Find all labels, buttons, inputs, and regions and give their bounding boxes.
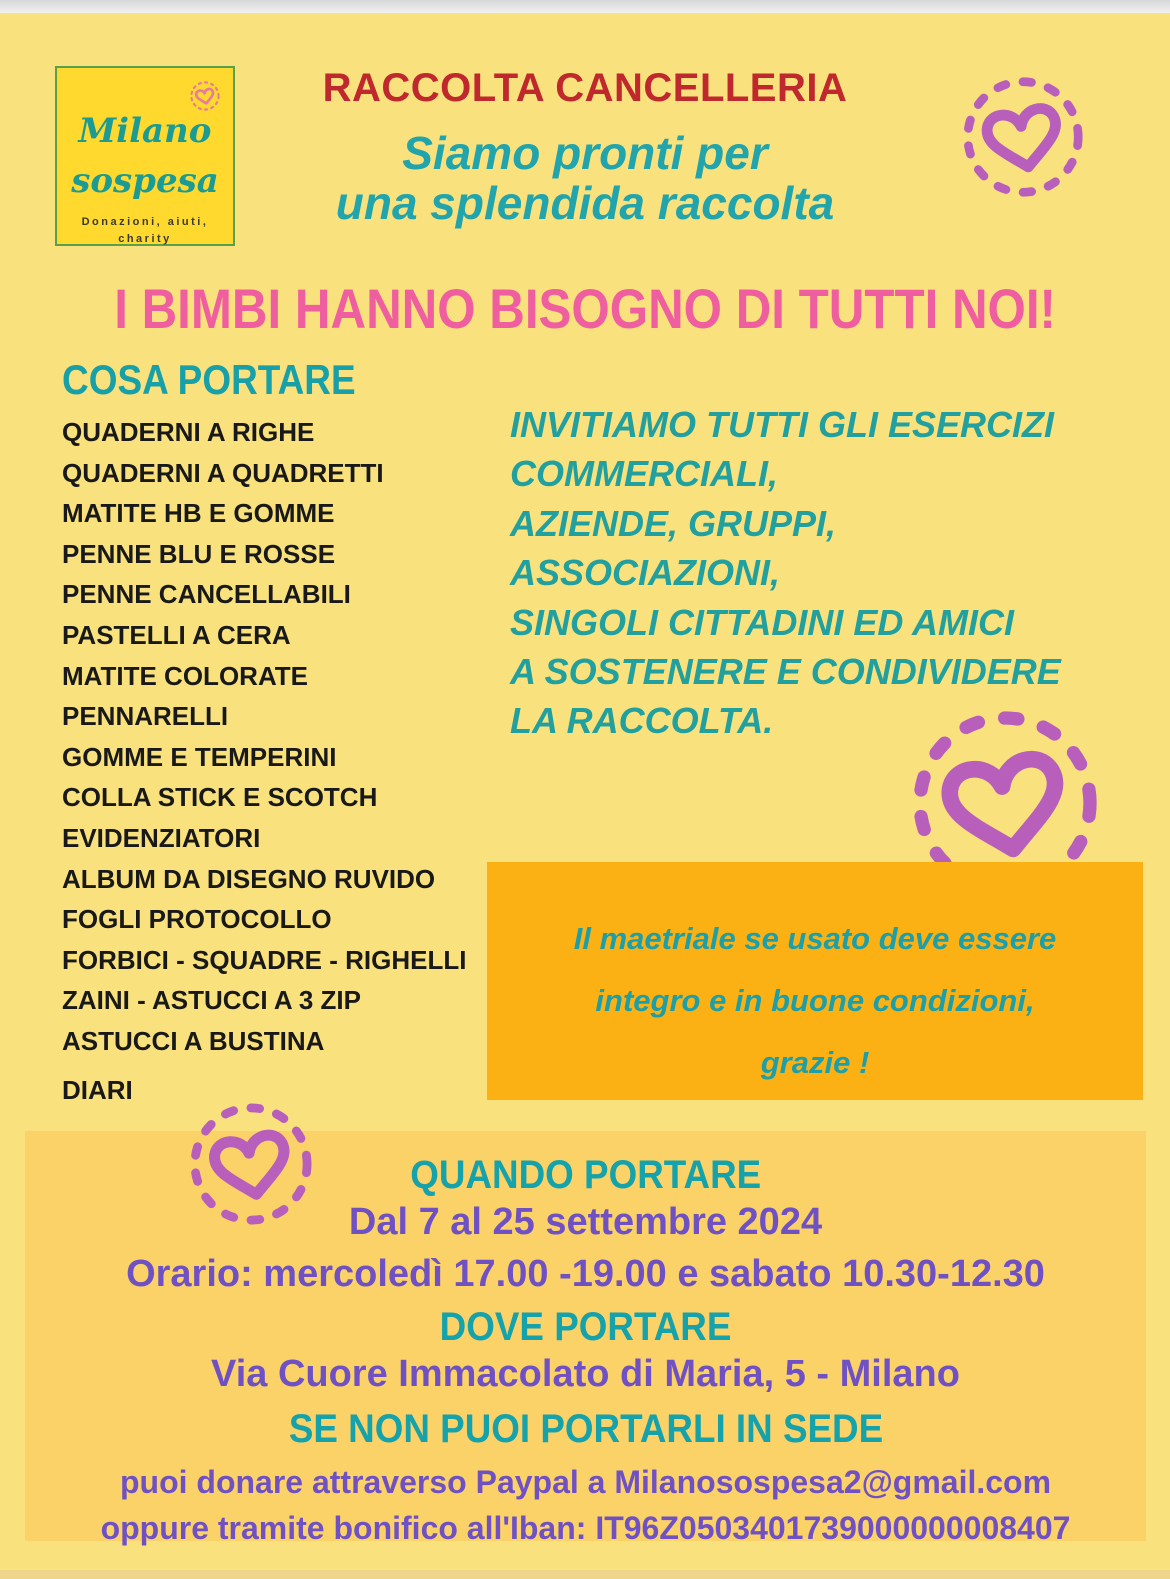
list-item: ALBUM DA DISEGNO RUVIDO (62, 863, 436, 894)
quando-portare-heading: QUANDO PORTARE (410, 1153, 761, 1197)
invito-line: A SOSTENERE E CONDIVIDERE (510, 651, 1061, 693)
list-item: EVIDENZIATORI (62, 822, 261, 853)
notice-line: integro e in buone condizioni, (595, 983, 1035, 1018)
list-item: COLLA STICK E SCOTCH (62, 782, 378, 813)
invito-line: SINGOLI CITTADINI ED AMICI (510, 601, 1014, 643)
list-item: PASTELLI A CERA (62, 619, 291, 650)
alternative-heading: SE NON PUOI PORTARLI IN SEDE (288, 1407, 883, 1451)
paypal-donation-line: puoi donare attraverso Paypal a Milanosospesa2@gmail.com (119, 1464, 1052, 1500)
list-item: QUADERNI A QUADRETTI (62, 457, 384, 488)
photo-bottom-edge (0, 1570, 1170, 1579)
list-item: FORBICI - SQUADRE - RIGHELLI (62, 944, 467, 975)
logo-tagline-line1: Donazioni, aiuti, (81, 216, 209, 228)
logo-tagline-line2: charity (118, 233, 172, 245)
items-list (62, 412, 532, 1110)
list-item: PENNARELLI (62, 701, 229, 732)
flyer-title: RACCOLTA CANCELLERIA (322, 66, 848, 110)
list-item: DIARI (62, 1074, 133, 1105)
list-item: ZAINI - ASTUCCI A 3 ZIP (62, 985, 361, 1016)
list-item: MATITE COLORATE (62, 660, 309, 691)
cosa-portare-heading: COSA PORTARE (62, 356, 356, 403)
list-item: FOGLI PROTOCOLLO (62, 904, 332, 935)
list-item: MATITE HB E GOMME (62, 498, 335, 529)
invitation-text (510, 400, 1130, 746)
collection-hours: Orario: mercoledì 17.00 -19.00 e sabato 10.30-12.30 (126, 1253, 1045, 1295)
subtitle-line1: Siamo pronti per (402, 127, 768, 179)
list-item: PENNE BLU E ROSSE (62, 538, 336, 569)
heart-sun-icon (958, 72, 1088, 202)
invito-line: ASSOCIAZIONI, (510, 552, 781, 594)
list-item: GOMME E TEMPERINI (62, 741, 337, 772)
list-item: ASTUCCI A BUSTINA (62, 1025, 325, 1056)
invito-line: COMMERCIALI, (510, 453, 778, 495)
list-item: PENNE CANCELLABILI (62, 579, 351, 610)
collection-dates: Dal 7 al 25 settembre 2024 (348, 1201, 823, 1243)
headline: I BIMBI HANNO BISOGNO DI TUTTI NOI! (114, 277, 1056, 340)
notice-line: grazie ! (760, 1045, 870, 1080)
condition-notice-box (487, 862, 1143, 1100)
subtitle-line2: una splendida raccolta (335, 177, 835, 229)
collection-address: Via Cuore Immacolato di Maria, 5 - Milano (211, 1353, 960, 1395)
dove-portare-heading: DOVE PORTARE (439, 1305, 732, 1349)
photo-top-edge (0, 0, 1170, 13)
logo-name-line2: sospesa (71, 161, 219, 201)
invito-line: INVITIAMO TUTTI GLI ESERCIZI (510, 404, 1054, 445)
invito-line: LA RACCOLTA. (510, 700, 774, 742)
list-item: QUADERNI A RIGHE (62, 417, 315, 447)
iban-donation-line: oppure tramite bonifico all'Iban: IT96Z0503401739000000008407 (100, 1510, 1071, 1546)
heart-sun-icon (185, 1098, 317, 1230)
notice-line: Il maetriale se usato deve essere (573, 921, 1057, 956)
invito-line: AZIENDE, GRUPPI, (510, 502, 837, 544)
logo-name-line1: Milano (78, 111, 212, 151)
